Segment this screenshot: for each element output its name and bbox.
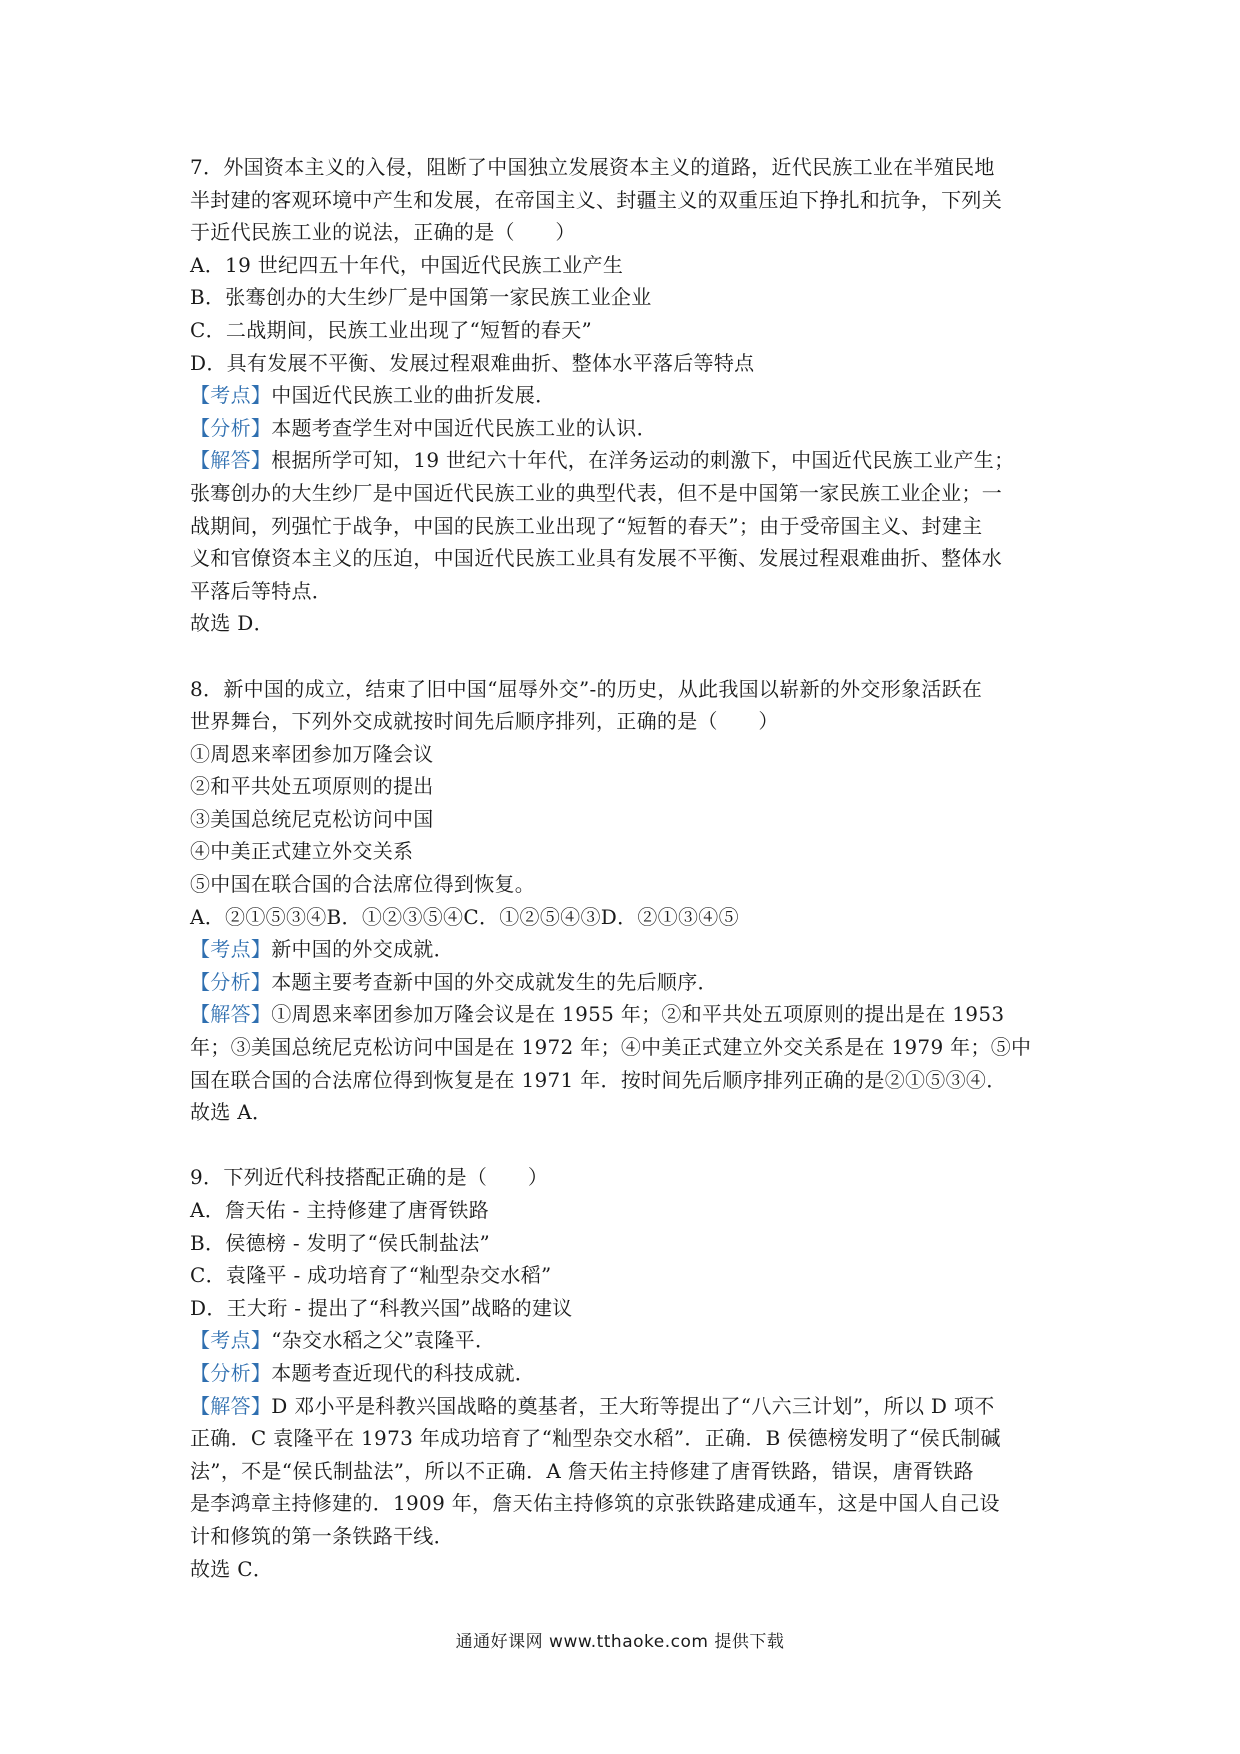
option-a: A．19 世纪四五十年代，中国近代民族工业产生 bbox=[190, 252, 624, 277]
question-9 bbox=[190, 1161, 1060, 1585]
fenxi-tag: 【分析】 bbox=[190, 969, 272, 994]
kaodian-tag: 【考点】 bbox=[190, 1328, 272, 1353]
kaodian-text: “杂交水稻之父”袁隆平． bbox=[271, 1328, 496, 1353]
kaodian-tag: 【考点】 bbox=[190, 937, 272, 962]
kaodian-tag: 【考点】 bbox=[190, 383, 272, 408]
question-stem: 8．新中国的成立，结束了旧中国“屈辱外交”-的历史，从此我国以崭新的外交形象活跃在 bbox=[190, 676, 983, 701]
jieda-text: ①周恩来率团参加万隆会议是在 1955 年；②和平共处五项原则的提出是在 1953 bbox=[271, 1002, 1005, 1027]
jieda-text: 根据所学可知，19 世纪六十年代，在洋务运动的刺激下，中国近代民族工业产生； bbox=[271, 448, 1015, 473]
jieda-tag: 【解答】 bbox=[190, 1393, 272, 1418]
option-b: B．侯德榜 - 发明了“侯氏制盐法” bbox=[190, 1230, 491, 1255]
list-item: ②和平共处五项原则的提出 bbox=[190, 774, 434, 799]
jieda-continued: 是李鸿章主持修建的．1909 年，詹天佑主持修筑的京张铁路建成通车，这是中国人自己设 bbox=[190, 1491, 1000, 1516]
question-stem: 7．外国资本主义的入侵，阻断了中国独立发展资本主义的道路，近代民族工业在半殖民地 bbox=[190, 155, 995, 179]
answer-line: 故选 A． bbox=[190, 1100, 273, 1125]
jieda-tag: 【解答】 bbox=[190, 448, 272, 473]
jieda-continued: 义和官僚资本主义的压迫，中国近代民族工业具有发展不平衡、发展过程艰难曲折、整体水 bbox=[190, 546, 1002, 571]
question-stem: 9．下列近代科技搭配正确的是（ ） bbox=[190, 1165, 549, 1190]
jieda-line bbox=[190, 998, 1060, 1031]
option-c: C．二战期间，民族工业出现了“短暂的春天” bbox=[190, 317, 593, 342]
question-stem: 世界舞台，下列外交成就按时间先后顺序排列，正确的是（ ） bbox=[190, 709, 779, 734]
fenxi-text: 本题主要考查新中国的外交成就发生的先后顺序． bbox=[271, 969, 718, 994]
jieda-continued: 平落后等特点． bbox=[190, 578, 333, 603]
question-7 bbox=[190, 151, 1060, 640]
document-body bbox=[190, 151, 1060, 1585]
kaodian-line bbox=[190, 379, 1060, 412]
spacer bbox=[190, 640, 1060, 673]
answer-line: 故选 D． bbox=[190, 611, 274, 636]
answer-options: A．②①⑤③④B．①②③⑤④C．①②⑤④③D．②①③④⑤ bbox=[190, 904, 739, 929]
fenxi-line bbox=[190, 966, 1060, 999]
question-stem: 半封建的客观环境中产生和发展，在帝国主义、封疆主义的双重压迫下挣扎和抗争，下列关 bbox=[190, 187, 1002, 212]
spacer bbox=[190, 1129, 1060, 1162]
option-c: C．袁隆平 - 成功培育了“籼型杂交水稻” bbox=[190, 1263, 552, 1288]
kaodian-line bbox=[190, 933, 1060, 966]
kaodian-text: 中国近代民族工业的曲折发展． bbox=[271, 383, 556, 408]
fenxi-line bbox=[190, 412, 1060, 445]
fenxi-tag: 【分析】 bbox=[190, 1360, 272, 1385]
list-item: ⑤中国在联合国的合法席位得到恢复。 bbox=[190, 872, 536, 897]
jieda-text: D 邓小平是科教兴国战略的奠基者，王大珩等提出了“八六三计划”，所以 D 项不 bbox=[271, 1393, 995, 1418]
fenxi-tag: 【分析】 bbox=[190, 415, 272, 440]
option-d: D．具有发展不平衡、发展过程艰难曲折、整体水平落后等特点 bbox=[190, 350, 755, 375]
jieda-continued: 法”，不是“侯氏制盐法”，所以不正确．A 詹天佑主持修建了唐胥铁路，错误，唐胥铁路 bbox=[190, 1458, 974, 1483]
jieda-line bbox=[190, 444, 1060, 477]
jieda-line bbox=[190, 1390, 1060, 1423]
jieda-continued: 计和修筑的第一条铁路干线． bbox=[190, 1523, 454, 1548]
page-footer: 通通好课网 www.tthaoke.com 提供下载 bbox=[455, 1632, 785, 1652]
fenxi-text: 本题考查近现代的科技成就． bbox=[271, 1360, 536, 1385]
jieda-tag: 【解答】 bbox=[190, 1002, 272, 1027]
kaodian-line bbox=[190, 1324, 1060, 1357]
option-d: D．王大珩 - 提出了“科教兴国”战略的建议 bbox=[190, 1295, 573, 1320]
jieda-continued: 年；③美国总统尼克松访问中国是在 1972 年；④中美正式建立外交关系是在 1979 年；⑤中 bbox=[190, 1035, 1032, 1060]
jieda-continued: 战期间，列强忙于战争，中国的民族工业出现了“短暂的春天”；由于受帝国主义、封建主 bbox=[190, 513, 983, 538]
jieda-continued: 正确．C 袁隆平在 1973 年成功培育了“籼型杂交水稻”．正确．B 侯德榜发明了“侯氏制碱 bbox=[190, 1426, 1001, 1451]
list-item: ③美国总统尼克松访问中国 bbox=[190, 806, 434, 831]
option-b: B．张骞创办的大生纱厂是中国第一家民族工业企业 bbox=[190, 285, 652, 310]
kaodian-text: 新中国的外交成就． bbox=[271, 937, 454, 962]
jieda-continued: 国在联合国的合法席位得到恢复是在 1971 年．按时间先后顺序排列正确的是②①⑤③④． bbox=[190, 1067, 1007, 1092]
option-a: A．詹天佑 - 主持修建了唐胥铁路 bbox=[190, 1198, 490, 1222]
fenxi-text: 本题考查学生对中国近代民族工业的认识． bbox=[271, 415, 657, 440]
question-stem: 于近代民族工业的说法，正确的是（ ） bbox=[190, 220, 576, 245]
question-8 bbox=[190, 673, 1060, 1129]
list-item: ①周恩来率团参加万隆会议 bbox=[190, 741, 434, 766]
fenxi-line bbox=[190, 1357, 1060, 1390]
answer-line: 故选 C． bbox=[190, 1556, 274, 1581]
list-item: ④中美正式建立外交关系 bbox=[190, 839, 414, 864]
jieda-continued: 张骞创办的大生纱厂是中国近代民族工业的典型代表，但不是中国第一家民族工业企业；一 bbox=[190, 480, 1002, 505]
